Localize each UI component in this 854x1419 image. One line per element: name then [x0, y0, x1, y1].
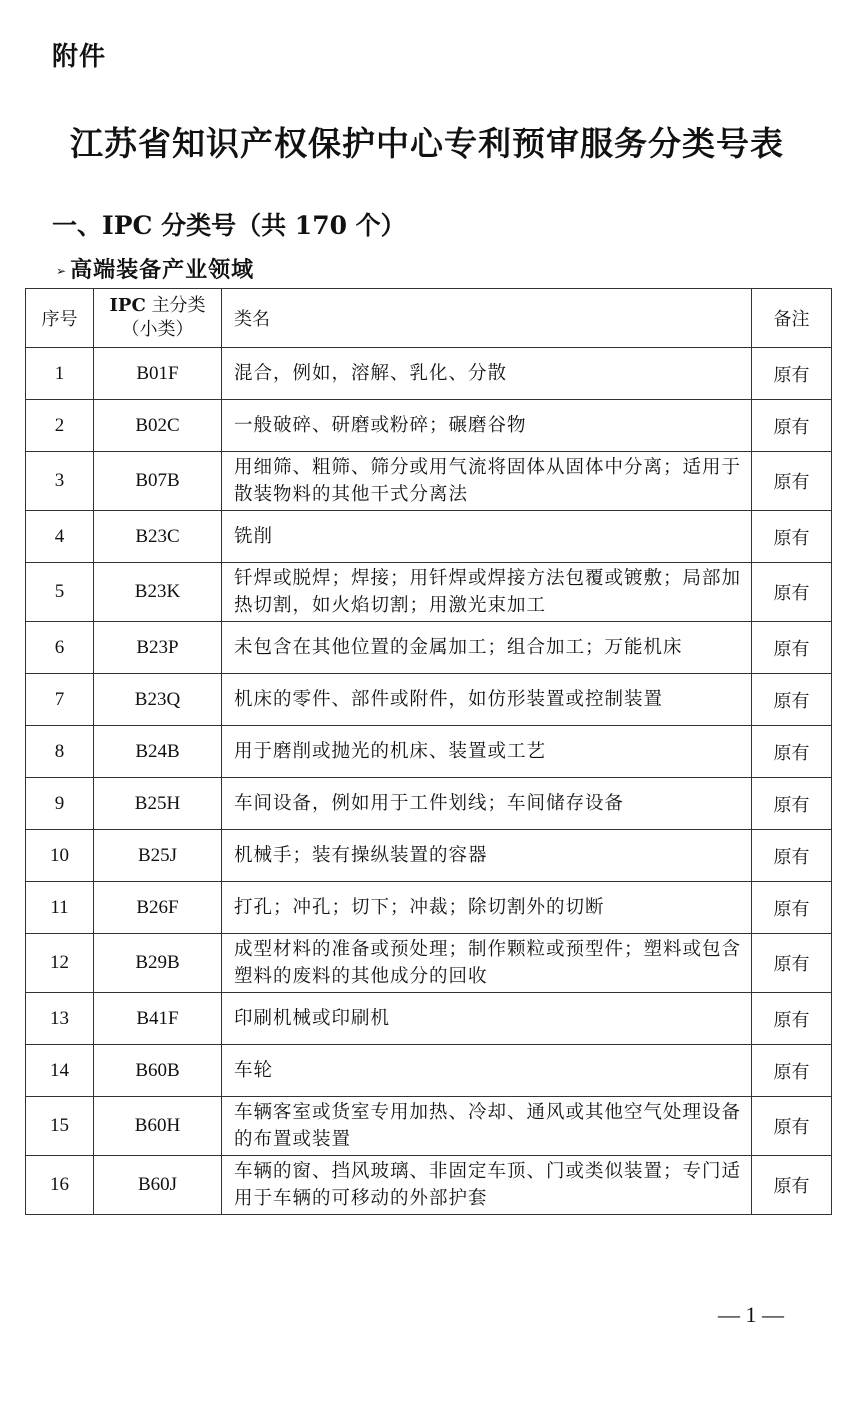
table-row: [26, 452, 832, 511]
table-row: [26, 1097, 832, 1156]
table-row: [26, 882, 832, 934]
row-note: 原有: [752, 348, 832, 400]
row-note: 原有: [752, 452, 832, 511]
row-note: 原有: [752, 511, 832, 563]
row-name: 一般破碎、研磨或粉碎；碾磨谷物: [222, 400, 752, 452]
row-name: 打孔；冲孔；切下；冲裁；除切割外的切断: [222, 882, 752, 934]
subsection-heading-text: 高端装备产业领域: [70, 258, 255, 283]
table-row: [26, 511, 832, 563]
row-seq: 2: [26, 400, 94, 452]
header-ipc-class: [94, 289, 222, 348]
row-note: 原有: [752, 1097, 832, 1156]
row-code: B25H: [94, 778, 222, 830]
table-row: [26, 674, 832, 726]
row-code: B24B: [94, 726, 222, 778]
row-name: 车辆客室或货室专用加热、冷却、通风或其他空气处理设备的布置或装置: [222, 1097, 752, 1156]
row-note: 原有: [752, 934, 832, 993]
row-seq: 3: [26, 452, 94, 511]
row-code: B29B: [94, 934, 222, 993]
row-name: 机床的零件、部件或附件，如仿形装置或控制装置: [222, 674, 752, 726]
header-ipc-line2: （小类）: [121, 319, 194, 340]
row-code: B07B: [94, 452, 222, 511]
header-note: 备注: [752, 289, 832, 348]
header-ipc-rest: 主分类: [145, 295, 206, 316]
row-name: 用细筛、粗筛、筛分或用气流将固体从固体中分离；适用于散装物料的其他干式分离法: [222, 452, 752, 511]
row-name: 车轮: [222, 1045, 752, 1097]
row-note: 原有: [752, 1156, 832, 1215]
row-seq: 12: [26, 934, 94, 993]
row-seq: 9: [26, 778, 94, 830]
row-code: B01F: [94, 348, 222, 400]
table-row: [26, 400, 832, 452]
row-note: 原有: [752, 778, 832, 830]
row-seq: 4: [26, 511, 94, 563]
row-code: B25J: [94, 830, 222, 882]
row-seq: 13: [26, 993, 94, 1045]
table-row: [26, 726, 832, 778]
row-name: 成型材料的准备或预处理；制作颗粒或预型件；塑料或包含塑料的废料的其他成分的回收: [222, 934, 752, 993]
row-code: B02C: [94, 400, 222, 452]
row-name: 钎焊或脱焊；焊接；用钎焊或焊接方法包覆或镀敷；局部加热切割，如火焰切割；用激光束加工: [222, 563, 752, 622]
table-row: [26, 348, 832, 400]
row-code: B60H: [94, 1097, 222, 1156]
row-seq: 6: [26, 622, 94, 674]
table-row: [26, 1156, 832, 1215]
row-seq: 11: [26, 882, 94, 934]
attachment-label: 附件: [52, 42, 107, 72]
document-title: 江苏省知识产权保护中心专利预审服务分类号表: [70, 124, 784, 163]
row-note: 原有: [752, 400, 832, 452]
row-note: 原有: [752, 563, 832, 622]
row-note: 原有: [752, 882, 832, 934]
subsection-heading: [56, 253, 254, 284]
table-row: [26, 778, 832, 830]
row-name: 混合，例如，溶解、乳化、分散: [222, 348, 752, 400]
header-ipc-line1: [94, 294, 221, 318]
row-seq: 14: [26, 1045, 94, 1097]
table-row: [26, 830, 832, 882]
row-code: B60B: [94, 1045, 222, 1097]
page-number: — 1 —: [718, 1302, 784, 1327]
row-seq: 16: [26, 1156, 94, 1215]
table-row: [26, 563, 832, 622]
row-seq: 15: [26, 1097, 94, 1156]
row-seq: 8: [26, 726, 94, 778]
ipc-classification-table: [25, 288, 832, 1215]
row-name: 铣削: [222, 511, 752, 563]
row-code: B23P: [94, 622, 222, 674]
row-note: 原有: [752, 674, 832, 726]
header-seq: 序号: [26, 289, 94, 348]
row-code: B23Q: [94, 674, 222, 726]
section-heading: 一、IPC 分类号（共 170 个）: [52, 211, 406, 240]
row-note: 原有: [752, 622, 832, 674]
header-name: 类名: [222, 289, 752, 348]
row-seq: 1: [26, 348, 94, 400]
row-seq: 10: [26, 830, 94, 882]
row-name: 机械手；装有操纵装置的容器: [222, 830, 752, 882]
row-code: B23C: [94, 511, 222, 563]
table-row: [26, 1045, 832, 1097]
table-row: [26, 622, 832, 674]
row-code: B26F: [94, 882, 222, 934]
row-note: 原有: [752, 993, 832, 1045]
row-name: 印刷机械或印刷机: [222, 993, 752, 1045]
arrow-bullet-icon: ➢: [56, 264, 68, 278]
row-note: 原有: [752, 726, 832, 778]
row-note: 原有: [752, 830, 832, 882]
row-note: 原有: [752, 1045, 832, 1097]
table-header-row: [26, 289, 832, 348]
row-name: 车间设备，例如用于工件划线；车间储存设备: [222, 778, 752, 830]
row-code: B41F: [94, 993, 222, 1045]
row-name: 用于磨削或抛光的机床、装置或工艺: [222, 726, 752, 778]
row-seq: 5: [26, 563, 94, 622]
row-name: 车辆的窗、挡风玻璃、非固定车顶、门或类似装置；专门适用于车辆的可移动的外部护套: [222, 1156, 752, 1215]
row-code: B60J: [94, 1156, 222, 1215]
row-code: B23K: [94, 563, 222, 622]
table-row: [26, 934, 832, 993]
row-seq: 7: [26, 674, 94, 726]
table-row: [26, 993, 832, 1045]
header-ipc-latin: IPC: [109, 295, 146, 316]
row-name: 未包含在其他位置的金属加工；组合加工；万能机床: [222, 622, 752, 674]
